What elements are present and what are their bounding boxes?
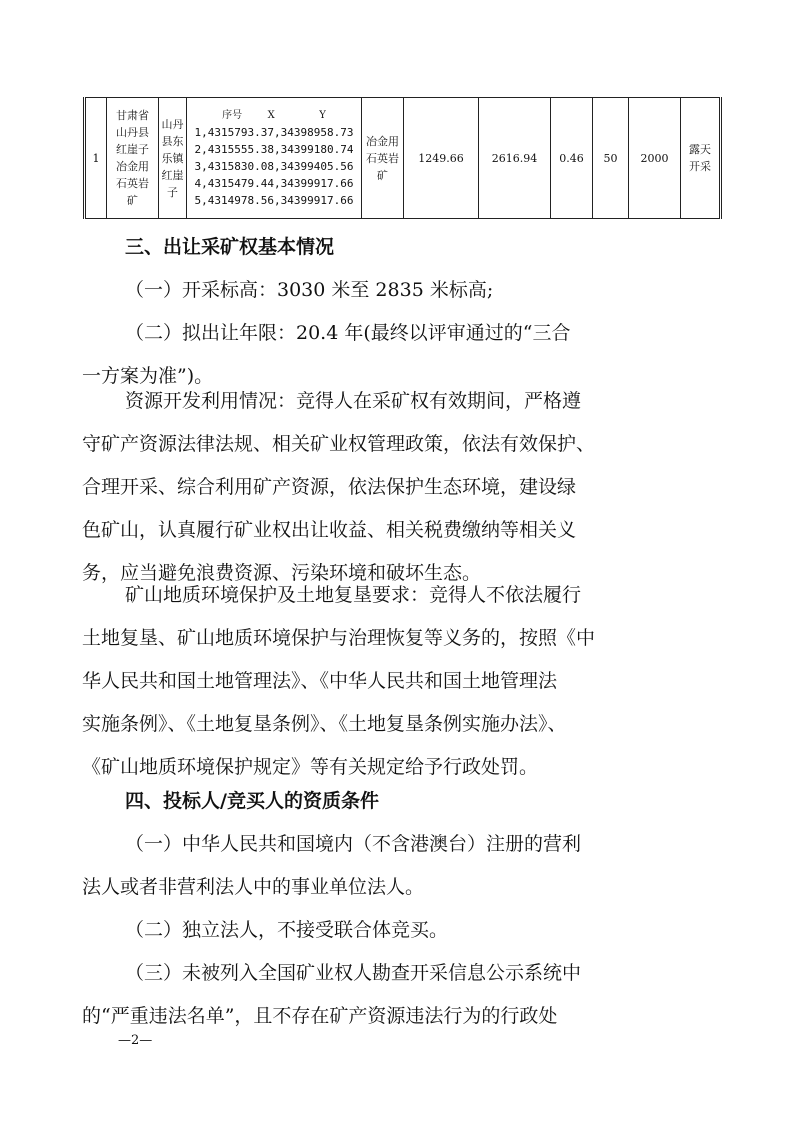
project-name: 甘肃省山丹县红崖子冶金用石英岩矿 (116, 109, 149, 207)
geo-line-2: 土地复垦、矿山地质环境保护与治理恢复等义务的，按照《中 (82, 627, 596, 649)
row-index-cell (85, 98, 107, 219)
geo-line-5: 《矿山地质环境保护规定》等有关规定给予行政处罚。 (82, 756, 539, 778)
geo-line-4: 实施条例》、《土地复垦条例》、《土地复垦条例实施办法》、 (82, 713, 567, 735)
mineral-cell (362, 98, 404, 219)
coord-point: 5,4314978.56,34399917.66 (194, 194, 354, 207)
location-cell (159, 98, 187, 219)
value-3-cell (551, 98, 593, 219)
s4-item-3-line-1: （三）未被列入全国矿业权人勘查开采信息公示系统中 (125, 962, 582, 984)
coord-header: 序号 X Y (222, 110, 326, 121)
mineral-type: 冶金用石英岩矿 (366, 134, 399, 182)
s3-item-1: （一）开采标高：3030 米至 2835 米标高; (125, 279, 494, 301)
s4-item-3-line-2: 的“严重违法名单”，且不存在矿产资源违法行为的行政处 (82, 1005, 558, 1027)
s3-item-2-line-1: （二）拟出让年限：20.4 年(最终以评审通过的“三合 (125, 322, 571, 344)
mining-rights-table (83, 97, 722, 219)
coord-point: 4,4315479.44,34399917.66 (194, 177, 354, 190)
section-4 (82, 788, 673, 1046)
coord-point: 3,4315830.08,34399405.56 (194, 160, 354, 173)
geo-line-3: 华人民共和国土地管理法》、《中华人民共和国土地管理法 (82, 670, 558, 692)
row-index: 1 (92, 151, 100, 165)
method-cell (681, 98, 721, 219)
page-number: —2— (118, 1033, 153, 1048)
table-row (85, 98, 721, 219)
resource-paragraph (82, 388, 673, 603)
value-4: 50 (603, 151, 618, 165)
s4-item-2: （二）独立法人，不接受联合体竞买。 (125, 919, 449, 941)
value-3: 0.46 (559, 151, 584, 165)
resource-line-3: 合理开采、综合利用矿产资源，依法保护生态环境，建设绿 (82, 476, 577, 498)
value-5-cell (629, 98, 681, 219)
resource-line-5: 务，应当避免浪费资源、污染环境和破坏生态。 (82, 562, 482, 584)
resource-line-4: 色矿山，认真履行矿业权出让收益、相关税费缴纳等相关义 (82, 519, 577, 541)
resource-line-1: 资源开发利用情况：竞得人在采矿权有效期间，严格遵 (125, 390, 582, 412)
coordinates-cell (187, 98, 362, 219)
value-2: 2616.94 (491, 151, 538, 165)
s3-item-2-line-2: 一方案为准”)。 (82, 365, 214, 387)
section-3-title: 三、出让采矿权基本情况 (125, 236, 335, 258)
section-4-title: 四、投标人/竞买人的资质条件 (125, 790, 379, 812)
value-2-cell (479, 98, 551, 219)
location: 山丹县东乐镇红崖子 (161, 117, 184, 199)
section-3 (82, 234, 673, 406)
resource-line-2: 守矿产资源法律法规、相关矿业权管理政策，依法有效保护、 (82, 433, 596, 455)
value-5: 2000 (640, 151, 669, 165)
geo-line-1: 矿山地质环境保护及土地复垦要求：竞得人不依法履行 (125, 584, 582, 606)
s4-item-1-line-2: 法人或者非营利法人中的事业单位法人。 (82, 876, 425, 898)
project-name-cell (107, 98, 159, 219)
s4-item-1-line-1: （一）中华人民共和国境内（不含港澳台）注册的营利 (125, 833, 582, 855)
coord-point: 1,4315793.37,34398958.73 (194, 126, 354, 139)
value-4-cell (593, 98, 629, 219)
coord-point: 2,4315555.38,34399180.74 (194, 143, 354, 156)
value-1: 1249.66 (418, 151, 464, 165)
value-1-cell (404, 98, 479, 219)
geo-paragraph (82, 582, 673, 797)
mining-method: 露天开采 (689, 143, 711, 173)
